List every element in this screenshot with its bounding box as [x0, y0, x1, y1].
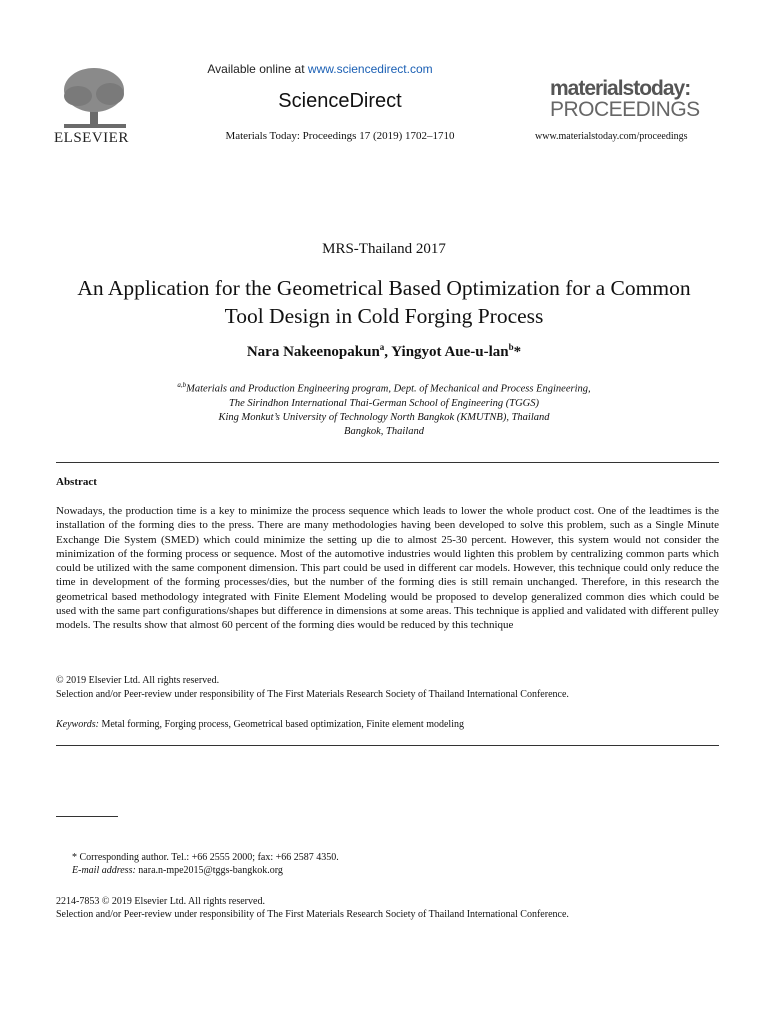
mt-logo-line1: materialstoday:	[550, 77, 691, 100]
affiliation-line: $^{a,b}$Materials and Production Engineering program, Dept. of Mechanical and Process Engineering,	[177, 381, 591, 395]
author-1-affil-mark: a	[379, 342, 385, 352]
author-separator: ,	[384, 344, 392, 360]
author-2-affil-mark: b	[508, 342, 514, 352]
abstract-heading: Abstract	[56, 476, 97, 488]
corresponding-author: * Corresponding author. Tel.: +66 2555 2000; fax: +66 2587 4350.	[72, 852, 339, 863]
abstract-peer-review: Selection and/or Peer-review under responsibility of The First Materials Research Society of Thailand International Conference.	[56, 689, 569, 700]
keywords	[56, 719, 464, 730]
journal-url[interactable]: www.materialstoday.com/proceedings	[535, 131, 688, 142]
paper-title: An Application for the Geometrical Based Optimization for a Common Tool Design in Cold Forging Process	[77, 276, 691, 328]
elsevier-wordmark: ELSEVIER	[54, 130, 129, 146]
abstract-copyright: © 2019 Elsevier Ltd. All rights reserved.	[56, 675, 220, 686]
affiliation-line: The Sirindhon International Thai-German School of Engineering (TGGS)	[228, 397, 540, 409]
footer-peer-review: Selection and/or Peer-review under responsibility of The First Materials Research Society of Thailand International Conference.	[56, 909, 569, 920]
keywords-list: Metal forming, Forging process, Geometrical based optimization, Finite element modeling	[98, 719, 464, 730]
author-2: Yingyot Aue-u-lan	[391, 344, 509, 360]
available-prefix: Available online at	[207, 62, 308, 76]
divider-top	[56, 462, 719, 463]
corresponding-mark: *	[513, 344, 522, 360]
keywords-label: Keywords:	[56, 719, 99, 730]
divider-bottom	[56, 745, 719, 746]
email-line	[72, 865, 283, 876]
affiliations	[0, 378, 768, 440]
conference-name: MRS-Thailand 2017	[322, 241, 446, 257]
email-label: E-mail address:	[72, 865, 136, 876]
journal-reference: Materials Today: Proceedings 17 (2019) 1702–1710	[225, 130, 455, 142]
affiliation-mark: a,b	[177, 381, 187, 389]
abstract-text: Nowadays, the production time is a key to minimize the process sequence which leads to lower the whole product cost. One of the leadtimes is the installation of the forming dies to the press. There are many methodologies having been developed to solve this problem, such as a Single Minute Exchange Die System (SMED) which could minimize the setting up die to almost 25-30 percent. However, this system would not consider the minimization of the forming process or sequence. Most of the automotive industries would lighten this problem by centralizing common parts which could be utilized with the same component dimension. This part could be used in different car models. However, this technique could only reduce the time in development of the forming processes/dies, but the number of the forming dies is still remain unchanged. Therefore, in this research the geometrical based methodology integrated with Finite Element Modeling would be proposed to develop generalized common dies which could be used with the same part configurations/shapes but difference in dimensions at some areas. This technique is applied and validated with different pulley models. The results show that almost 60 percent of the forming dies would be reduced by this technique	[56, 505, 719, 632]
issn-copyright: 2214-7853 © 2019 Elsevier Ltd. All rights reserved.	[56, 896, 265, 907]
mt-logo-line2: PROCEEDINGS	[550, 98, 700, 121]
available-online	[0, 62, 640, 76]
sciencedirect-link[interactable]: www.sciencedirect.com	[307, 62, 433, 76]
affiliation-line: Bangkok, Thailand	[344, 426, 424, 438]
materials-today-logo	[550, 78, 720, 120]
footnote-rule	[56, 816, 118, 817]
sciencedirect-title: ScienceDirect	[278, 90, 402, 112]
author-list	[0, 342, 768, 361]
email-address[interactable]: nara.n-mpe2015@tggs-bangkok.org	[135, 865, 283, 876]
affiliation-line: King Monkut’s University of Technology North Bangkok (KMUTNB), Thailand	[218, 412, 550, 424]
author-1: Nara Nakeenopakun	[246, 344, 380, 360]
